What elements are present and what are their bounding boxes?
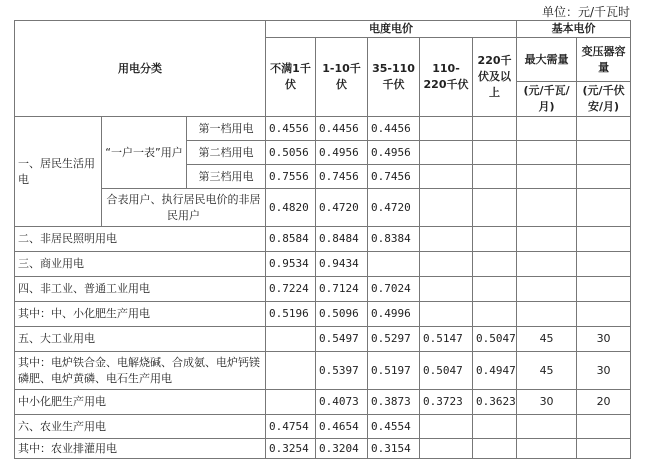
cell-value: 0.7456	[316, 165, 368, 189]
cell-value: 30	[517, 390, 577, 415]
group-residential: 一、居民生活用电	[15, 117, 102, 227]
table-row	[15, 352, 631, 390]
table-row	[15, 302, 631, 327]
cell-value: 0.5056	[266, 141, 316, 165]
cell-value: 0.5497	[316, 327, 368, 352]
row-label: 其中：电炉铁合金、电解烧碱、合成氨、电炉钙镁磷肥、电炉黄磷、电石生产用电	[15, 352, 266, 390]
cell-value: 0.5197	[368, 352, 420, 390]
col-header-max-demand-unit: (元/千瓦/月)	[517, 82, 577, 117]
cell-value: 0.3154	[368, 439, 420, 459]
cell-value: 0.5047	[420, 352, 473, 390]
row-label: 二、非居民照明用电	[15, 227, 266, 252]
col-header-transformer-unit: (元/千伏安/月)	[577, 82, 631, 117]
row-label: 中小化肥生产用电	[15, 390, 266, 415]
cell-value: 0.3204	[316, 439, 368, 459]
table-row	[15, 189, 631, 227]
table-row	[15, 415, 631, 439]
cell-value: 45	[517, 327, 577, 352]
cell-value: 0.4073	[316, 390, 368, 415]
table-row	[15, 117, 631, 141]
col-header-transformer: 变压器容量	[577, 38, 631, 82]
cell-value: 0.3254	[266, 439, 316, 459]
table-row	[15, 390, 631, 415]
col-header-1-10kv: 1-10千伏	[316, 38, 368, 117]
col-header-lt1kv: 不满1千伏	[266, 38, 316, 117]
cell-value: 0.5297	[368, 327, 420, 352]
basic-price-header: 基本电价	[517, 21, 631, 38]
cell-value: 0.4996	[368, 302, 420, 327]
row-label: 其中：中、小化肥生产用电	[15, 302, 266, 327]
cell-value: 0.3873	[368, 390, 420, 415]
cell-value: 0.4720	[316, 189, 368, 227]
cell-value: 45	[517, 352, 577, 390]
cell-value: 0.4456	[316, 117, 368, 141]
col-header-35-110kv: 35-110千伏	[368, 38, 420, 117]
cell-value: 0.4956	[368, 141, 420, 165]
row-label: 三、商业用电	[15, 252, 266, 277]
cell-value: 0.7024	[368, 277, 420, 302]
row-label: 合表用户、执行居民电价的非居民用户	[102, 189, 266, 227]
cell-value: 0.4720	[368, 189, 420, 227]
table-row	[15, 439, 631, 459]
cell-value: 0.7556	[266, 165, 316, 189]
cell-value: 0.7224	[266, 277, 316, 302]
group-one-meter: “一户一表”用户	[102, 117, 187, 189]
cell-value: 0.4754	[266, 415, 316, 439]
cell-value: 0.8584	[266, 227, 316, 252]
row-label: 第二档用电	[187, 141, 266, 165]
cell-value: 0.5147	[420, 327, 473, 352]
cell-value: 0.4820	[266, 189, 316, 227]
cell-value: 0.4556	[266, 117, 316, 141]
cell-value: 0.9534	[266, 252, 316, 277]
table-row	[15, 227, 631, 252]
cell-value: 0.4956	[316, 141, 368, 165]
cell-value: 30	[577, 352, 631, 390]
col-header-220kv-plus: 220千伏及以上	[473, 38, 517, 117]
cell-value: 0.4947	[473, 352, 517, 390]
cell-value: 0.4654	[316, 415, 368, 439]
row-label: 第一档用电	[187, 117, 266, 141]
cell-value: 0.5096	[316, 302, 368, 327]
cell-value: 0.5397	[316, 352, 368, 390]
category-header: 用电分类	[15, 21, 266, 117]
cell-value: 0.9434	[316, 252, 368, 277]
cell-value: 0.4456	[368, 117, 420, 141]
cell-value: 0.3723	[420, 390, 473, 415]
table-row	[15, 327, 631, 352]
unit-note: 单位：元/千瓦时	[541, 5, 630, 19]
cell-value: 0.3623	[473, 390, 517, 415]
row-label: 六、农业生产用电	[15, 415, 266, 439]
row-label: 四、非工业、普通工业用电	[15, 277, 266, 302]
cell-value: 0.8384	[368, 227, 420, 252]
table-row	[15, 277, 631, 302]
cell-value: 30	[577, 327, 631, 352]
cell-value: 0.4554	[368, 415, 420, 439]
energy-price-header: 电度电价	[266, 21, 517, 38]
cell-value: 0.5196	[266, 302, 316, 327]
table-row	[15, 252, 631, 277]
col-header-max-demand: 最大需量	[517, 38, 577, 82]
row-label: 五、大工业用电	[15, 327, 266, 352]
cell-value: 20	[577, 390, 631, 415]
cell-value: 0.8484	[316, 227, 368, 252]
tariff-table	[14, 20, 631, 459]
col-header-110-220kv: 110-220千伏	[420, 38, 473, 117]
cell-value: 0.7456	[368, 165, 420, 189]
cell-value: 0.7124	[316, 277, 368, 302]
cell-value: 0.5047	[473, 327, 517, 352]
row-label: 第三档用电	[187, 165, 266, 189]
row-label: 其中：农业排灌用电	[15, 439, 266, 459]
